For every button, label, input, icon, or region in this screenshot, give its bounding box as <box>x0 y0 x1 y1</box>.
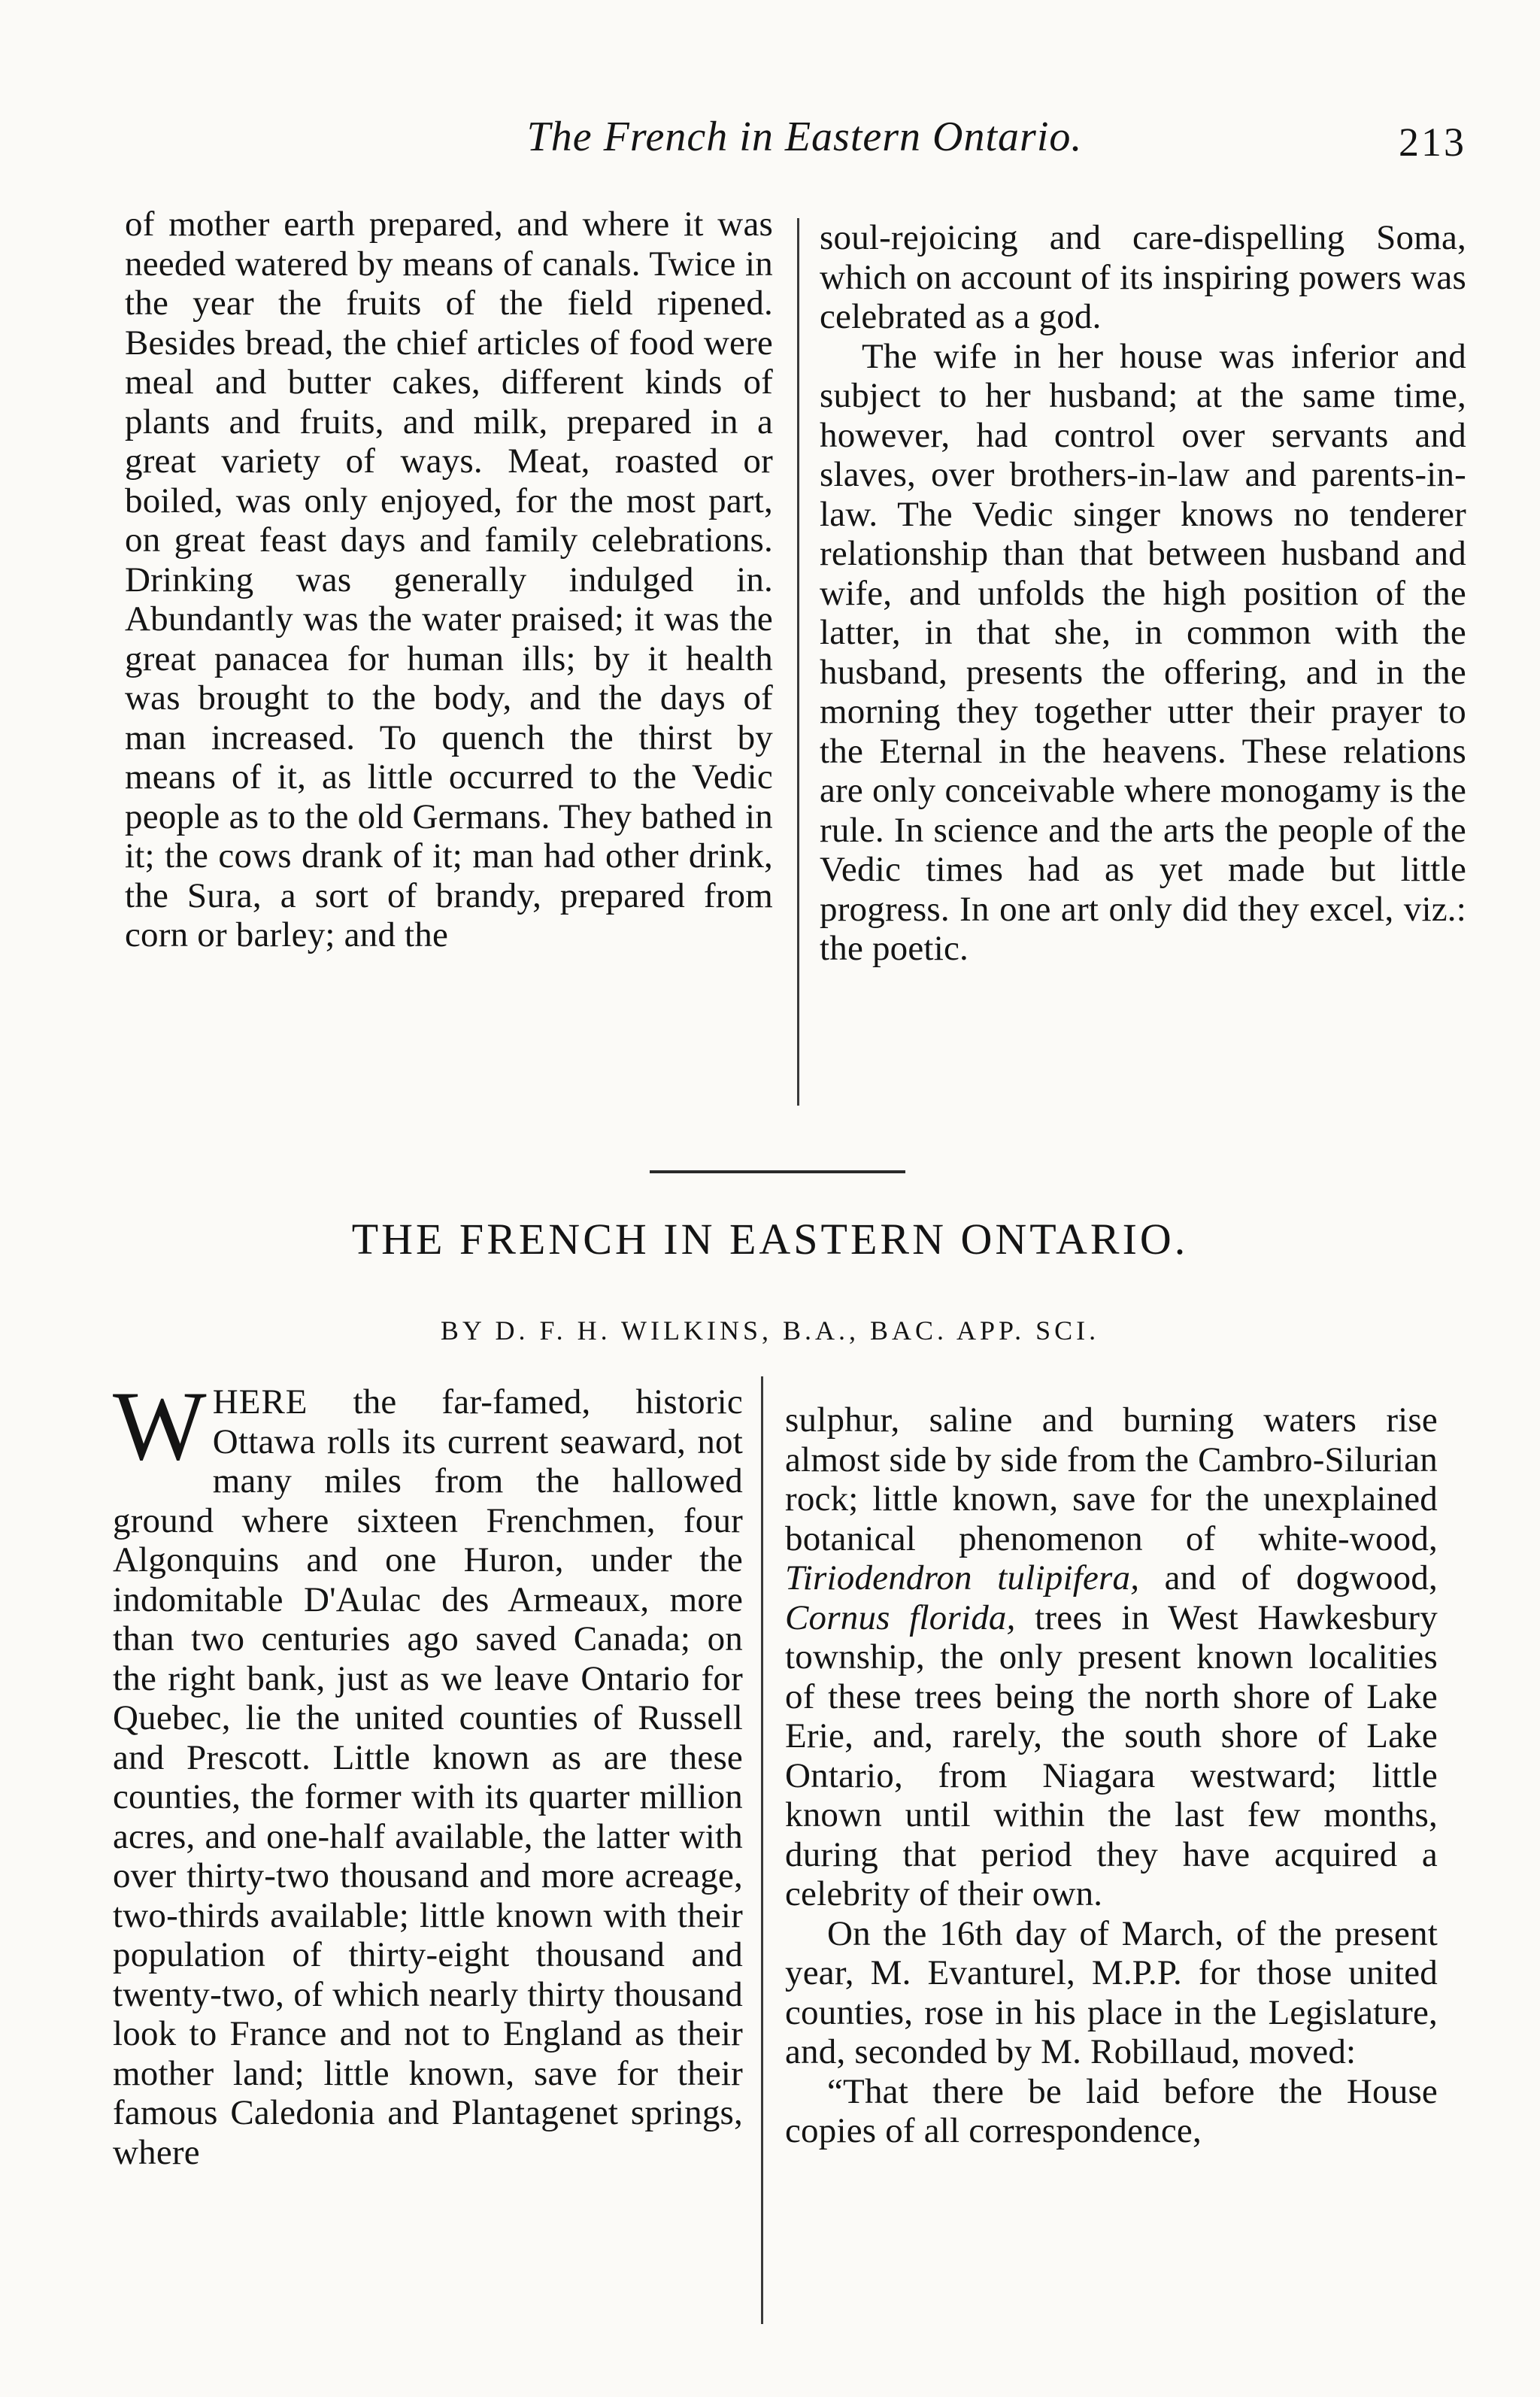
top-right-column <box>820 218 1466 969</box>
bottom-right-paragraph-3: “That there be laid before the House copies of all correspondence, <box>785 2071 1438 2150</box>
top-right-paragraph-1: soul-rejoicing and care-dispelling Soma, which on account of its inspiring powers was celebrated as a god. <box>820 218 1466 336</box>
para1-part-c: trees in West Hawkesbury township, the only present known localities of these trees being the north shore of Lake Erie, and, rarely, the south shore of Lake Ontario, from Niagara westward; little known until within the last few months, during that period they have acquired a celebrity of their own. <box>785 1597 1438 1913</box>
bottom-left-column <box>113 1370 743 2172</box>
para1-part-b: and of dogwood, <box>1139 1558 1438 1597</box>
drop-cap: W <box>113 1370 207 1481</box>
bottom-left-paragraph <box>113 1370 743 2172</box>
running-head <box>0 113 1540 173</box>
bottom-right-paragraph-2: On the 16th day of March, of the present year, M. Evanturel, M.P.P. for those united counties, rose in his place in the Legislature, and, seconded by M. Robillaud, moved: <box>785 1913 1438 2071</box>
article-title: THE FRENCH IN EASTERN ONTARIO. <box>351 1215 1189 1264</box>
section-separator-rule <box>650 1170 905 1173</box>
species-tiriodendron: Tiriodendron tulipifera, <box>785 1558 1140 1597</box>
running-title: The French in Eastern Ontario. <box>526 114 1083 160</box>
bottom-right-column <box>785 1400 1438 2151</box>
top-right-paragraph-2: The wife in her house was inferior and subject to her husband; at the same time, however, had control over servants and slaves, over brothers-in-law and parents-in-law. The Vedic singer knows no tenderer relationship than that between husband and wife, and unfolds the high position of the latter, in that she, in common with the husband, presents the offering, and in the morning they together utter their prayer to the Eternal in the heavens. These relations are only conceivable where monogamy is the rule. In science and the arts the people of the Vedic times had as yet made but little progress. In one art only did they excel, viz.: the poetic. <box>820 336 1466 968</box>
species-cornus: Cornus florida, <box>785 1597 1016 1637</box>
top-left-paragraph: of mother earth prepared, and where it was needed watered by means of canals. Twice in the year the fruits of the field ripened. Besides bread, the chief articles of food were meal and butter cakes, different kinds of plants and fruits, and milk, prepared in a great variety of ways. Meat, roasted or boiled, was only enjoyed, for the most part, on great feast days and family celebrations. Drinking was generally indulged in. Abundantly was the water praised; it was the great panacea for human ills; by it health was brought to the body, and the days of man increased. To quench the thirst by means of it, as little occurred to the Vedic people as to the old Germans. They bathed in it; the cows drank of it; man had other drink, the Sura, a sort of brandy, prepared from corn or barley; and the <box>125 205 773 954</box>
column-rule-bottom <box>761 1376 763 2324</box>
page-number: 213 <box>1399 120 1466 165</box>
first-word-rest: HERE <box>212 1382 308 1422</box>
para1-part-a: sulphur, saline and burning waters rise almost side by side from the Cambro-Silurian rock; little known, save for the unexplained botanical phenomenon of white-wood, <box>785 1400 1438 1558</box>
article-byline: BY D. F. H. WILKINS, B.A., BAC. APP. SCI. <box>440 1315 1100 1346</box>
top-left-column <box>125 205 773 955</box>
column-rule-top <box>797 218 799 1106</box>
bottom-right-paragraph-1 <box>785 1400 1438 1914</box>
bottom-left-text: the far-famed, historic Ottawa rolls its current seaward, not many miles from the hallowed ground where sixteen Frenchmen, four Algonquins and one Huron, under the indomitable D'Aulac des Armeaux, more than two centuries ago saved Canada; on the right bank, just as we leave Ontario for Quebec, lie the united counties of Russell and Prescott. Little known as are these counties, the former with its quarter million acres, and one-half available, the latter with over thirty-two thousand and more acreage, two-thirds available; little known with their population of thirty-eight thousand and twenty-two, of which nearly thirty thousand look to France and not to England as their mother land; little known, save for their famous Caledonia and Plantagenet springs, where <box>113 1382 743 2172</box>
